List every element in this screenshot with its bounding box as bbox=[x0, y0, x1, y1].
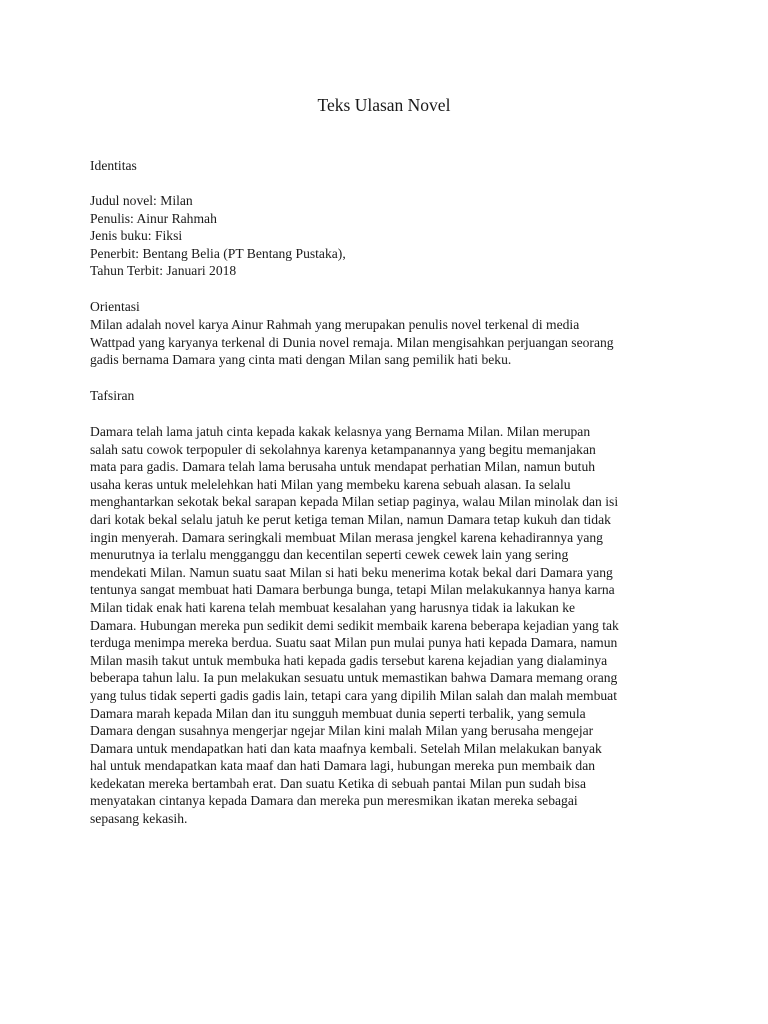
paragraph-line: Damara. Hubungan mereka pun sedikit demi sedikit membaik karena beberapa kejadian yang tak bbox=[90, 617, 619, 633]
paragraph-line: salah satu cowok terpopuler di sekolahnya karenya ketampanannya yang begitu memanjakan bbox=[90, 441, 596, 457]
identitas-item-jenis: Jenis buku: Fiksi bbox=[90, 228, 183, 244]
identitas-item-penulis: Penulis: Ainur Rahmah bbox=[90, 210, 217, 226]
paragraph-line: Damara marah kepada Milan dan itu sungguh membuat dunia seperti terbalik, yang semula bbox=[90, 705, 586, 721]
paragraph-line: kedekatan mereka bertambah erat. Dan suatu Ketika di sebuah pantai Milan pun sudah bisa bbox=[90, 775, 586, 791]
document-title: Teks Ulasan Novel bbox=[317, 95, 451, 115]
identitas-item-penerbit: Penerbit: Bentang Belia (PT Bentang Pustaka), bbox=[90, 245, 346, 261]
identitas-item-judul: Judul novel: Milan bbox=[90, 193, 193, 208]
paragraph-line: mendekati Milan. Namun suatu saat Milan si hati beku menerima kotak bekal dari Damara yang bbox=[90, 564, 613, 580]
tafsiran-heading: Tafsiran bbox=[90, 388, 135, 403]
paragraph-line: hal untuk mendapatkan kata maaf dan hati Damara lagi, hubungan mereka pun membaik dan bbox=[90, 758, 596, 774]
paragraph-line: yang tulus tidak seperti gadis gadis lain, tetapi cara yang dipilih Milan salah dan malah membuat bbox=[90, 687, 617, 703]
paragraph-line: tentunya sangat membuat hati Damara berbunga bunga, tetapi Milan melakukannya hanya karna bbox=[90, 582, 615, 598]
paragraph-line: dari kotak bekal selalu jatuh ke perut ketiga teman Milan, namun Damara tetap kukuh dan tidak bbox=[90, 511, 611, 527]
paragraph-line: beberapa tahun lalu. Ia pun melakukan sesuatu untuk memastikan bahwa Damara memang orang bbox=[90, 670, 618, 686]
paragraph-line: terduga menimpa mereka berdua. Suatu saat Milan pun mulai punya hati kepada Damara, namun bbox=[90, 635, 618, 651]
paragraph-line: ingin menyerah. Damara seringkali membuat Milan merasa jengkel karena kehadirannya yang bbox=[90, 529, 603, 545]
paragraph-line: menurutnya ia terlalu mengganggu dan kecentilan seperti cewek cewek lain yang sering bbox=[90, 547, 569, 563]
paragraph-line: Milan tidak enak hati karena telah membuat kesalahan yang harusnya tidak ia lakukan ke bbox=[90, 599, 576, 615]
paragraph-line: Milan masih takut untuk membuka hati kepada gadis tersebut karena kejadian yang dialaminya bbox=[90, 652, 608, 668]
identitas-item-tahun: Tahun Terbit: Januari 2018 bbox=[90, 263, 237, 279]
paragraph-line: mata para gadis. Damara telah lama berusaha untuk mendapat perhatian Milan, namun butuh bbox=[90, 459, 596, 475]
paragraph-line: Damara untuk mendapatkan hati dan kata maafnya kembali. Setelah Milan melakukan banyak bbox=[90, 740, 602, 756]
identitas-list bbox=[90, 192, 690, 280]
paragraph-line: menyatakan cintanya kepada Damara dan mereka pun meresmikan ikatan mereka sebagai bbox=[90, 793, 578, 809]
paragraph-line: usaha keras untuk melelehkan hati Milan yang membeku karena sebuah alasan. Ia selalu bbox=[90, 476, 571, 492]
paragraph-line: gadis bernama Damara yang cinta mati dengan Milan sang pemilik hati beku. bbox=[90, 352, 512, 368]
paragraph-line: Damara telah lama jatuh cinta kepada kakak kelasnya yang Bernama Milan. Milan merupan bbox=[90, 424, 591, 439]
paragraph-line: Wattpad yang karyanya terkenal di Dunia novel remaja. Milan mengisahkan perjuangan seorang bbox=[90, 334, 614, 350]
paragraph-line: menghantarkan sekotak bekal sarapan kepada Milan setiap paginya, walau Milan minolak dan isi bbox=[90, 494, 619, 510]
tafsiran-paragraph bbox=[90, 423, 690, 828]
paragraph-line: sepasang kekasih. bbox=[90, 811, 188, 827]
identitas-heading: Identitas bbox=[90, 158, 137, 173]
paragraph-line: Damara dengan susahnya mengerjar ngejar Milan kini malah Milan yang berusaha mengejar bbox=[90, 723, 594, 739]
paragraph-line: Milan adalah novel karya Ainur Rahmah yang merupakan penulis novel terkenal di media bbox=[90, 317, 580, 332]
orientasi-paragraph bbox=[90, 316, 690, 369]
orientasi-heading: Orientasi bbox=[90, 299, 140, 314]
